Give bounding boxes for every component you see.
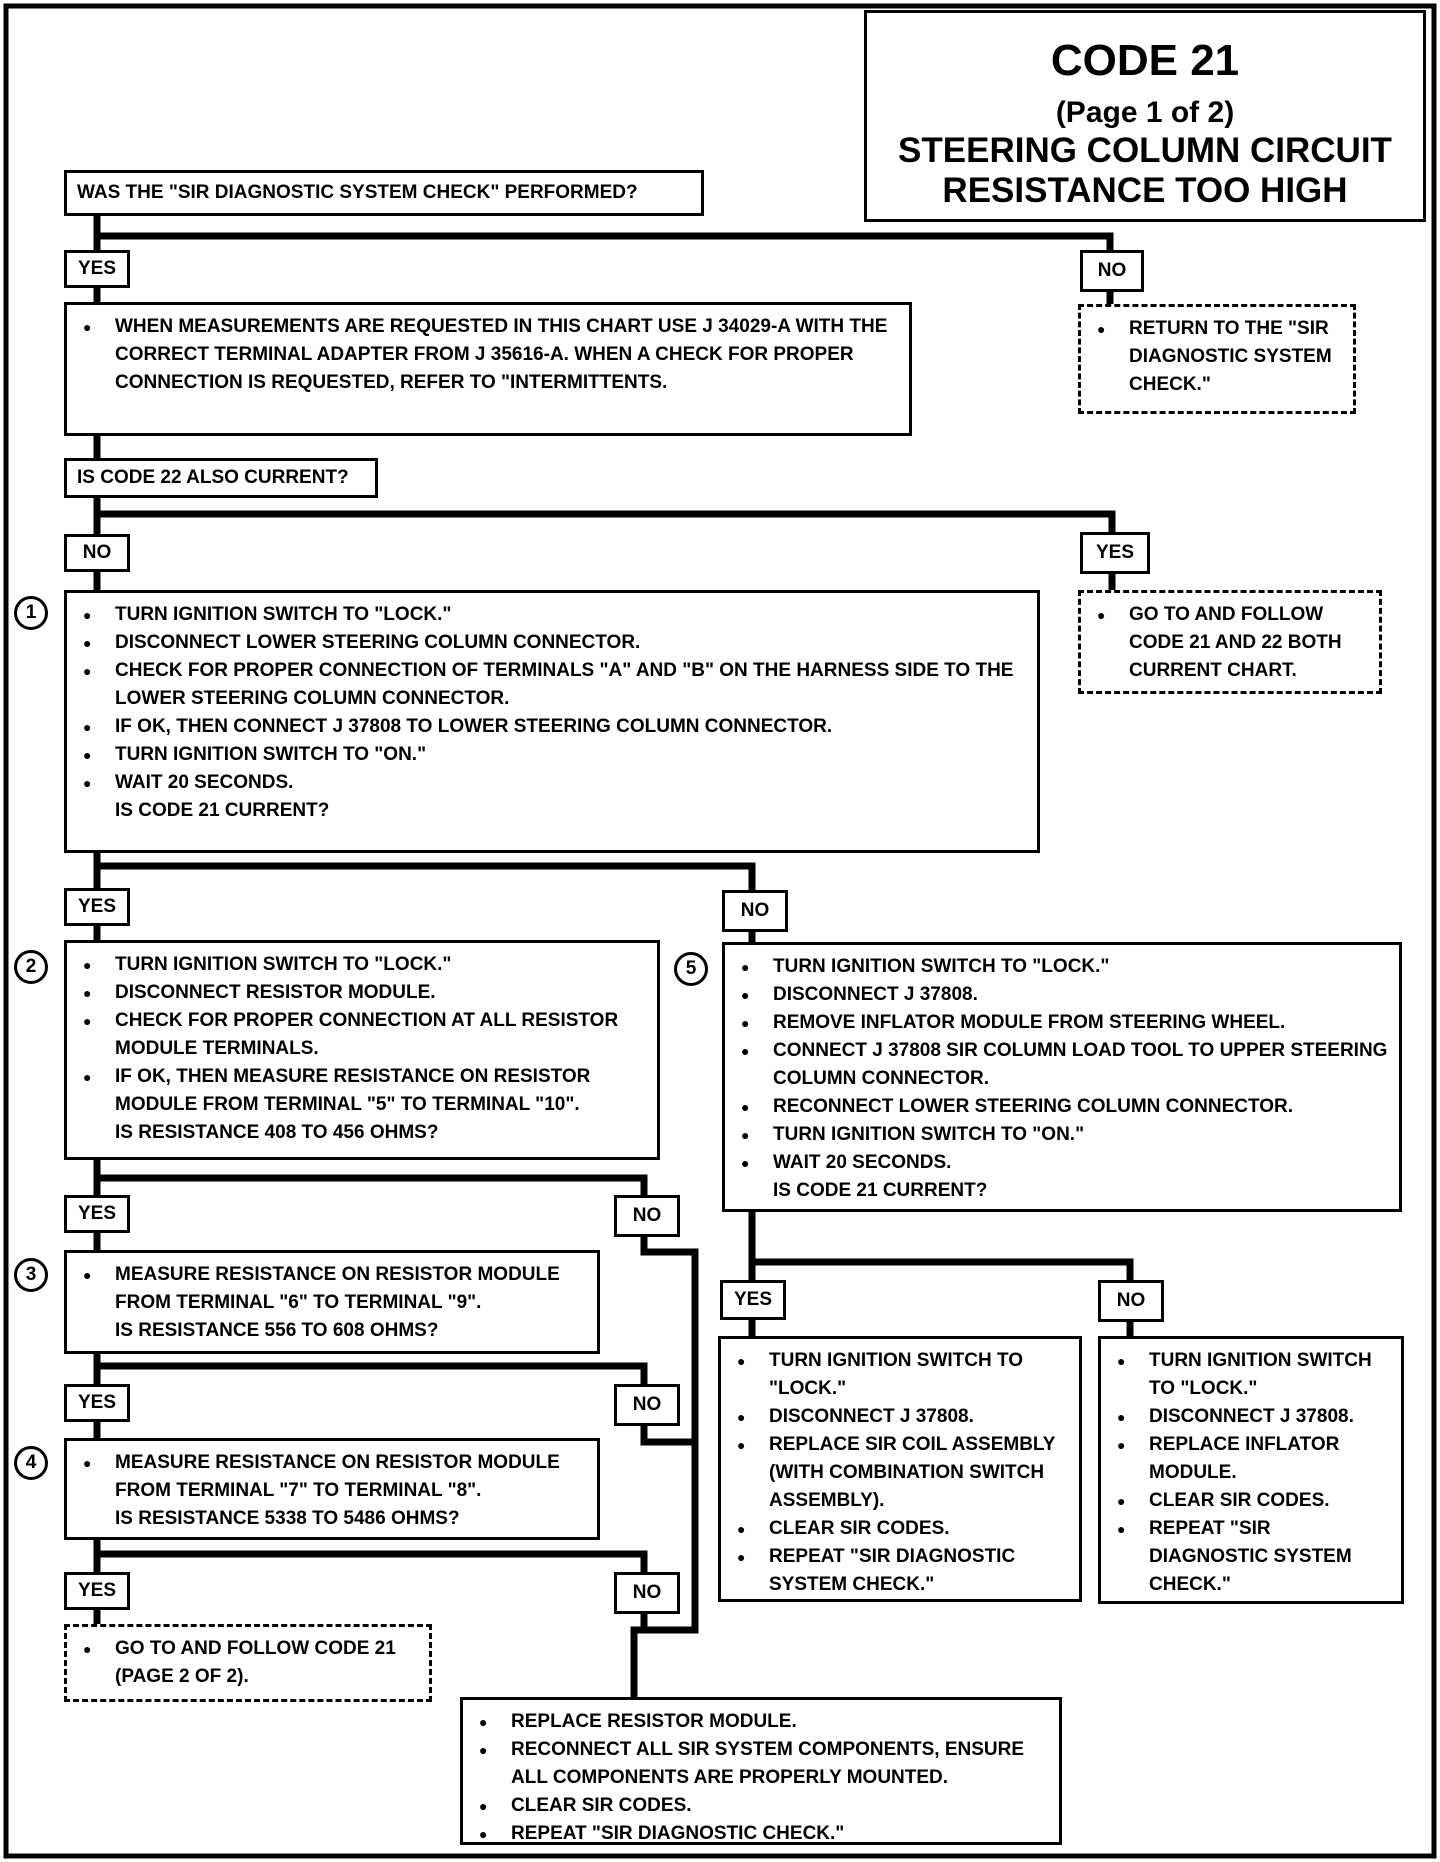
step-2-box <box>64 940 660 1160</box>
measurement-instructions <box>64 302 912 436</box>
step-4-yes-label: YES <box>64 1572 130 1610</box>
replace-inflator-list <box>1111 1347 1391 1599</box>
replace-resistor-box <box>460 1697 1062 1845</box>
step-5-item: ● REMOVE INFLATOR MODULE FROM STEERING WHEEL. <box>735 1009 1389 1037</box>
replace-coil-item: ● TURN IGNITION SWITCH TO "LOCK." <box>731 1347 1069 1403</box>
page-title: CODE 21 <box>1050 36 1240 85</box>
step-2-question: IS RESISTANCE 408 TO 456 OHMS? <box>115 1122 439 1143</box>
q1-no-label: NO <box>1080 250 1144 292</box>
step-3-list <box>77 1261 587 1317</box>
step-4-question: IS RESISTANCE 5338 TO 5486 OHMS? <box>115 1508 460 1529</box>
question-text: WAS THE "SIR DIAGNOSTIC SYSTEM CHECK" PERFORMED? <box>77 182 638 203</box>
step-2-item: ● DISCONNECT RESISTOR MODULE. <box>77 979 647 1007</box>
step-1-marker: 1 <box>14 596 48 630</box>
replace-coil-box <box>718 1336 1082 1602</box>
step-1-no-label: NO <box>722 890 788 932</box>
step-4-item: ● MEASURE RESISTANCE ON RESISTOR MODULE FROM TERMINAL "7" TO TERMINAL "8". <box>77 1449 587 1505</box>
replace-coil-item: ● CLEAR SIR CODES. <box>731 1515 1069 1543</box>
goto-both-current-box <box>1078 590 1382 694</box>
q1-yes-label: YES <box>64 250 130 288</box>
page-subtitle: (Page 1 of 2) <box>1055 96 1235 129</box>
replace-coil-list <box>731 1347 1069 1599</box>
step-1-yes-label: YES <box>64 888 130 926</box>
question-sir-check-performed <box>64 170 704 216</box>
step-5-no-label: NO <box>1098 1280 1164 1322</box>
step-5-item: ● DISCONNECT J 37808. <box>735 981 1389 1009</box>
step-5-item: ● CONNECT J 37808 SIR COLUMN LOAD TOOL TO UPPER STEERING COLUMN CONNECTOR. <box>735 1037 1389 1093</box>
step-5-box <box>722 942 1402 1212</box>
replace-resistor-item: ● REPEAT "SIR DIAGNOSTIC CHECK." <box>473 1820 1049 1848</box>
step-1-item: ● WAIT 20 SECONDS. <box>77 769 1027 797</box>
step-4-no-label: NO <box>614 1572 680 1614</box>
question-text: IS CODE 22 ALSO CURRENT? <box>77 467 349 488</box>
step-2-no-label: NO <box>614 1195 680 1237</box>
step-3-box <box>64 1250 600 1354</box>
step-1-item: ● IF OK, THEN CONNECT J 37808 TO LOWER STEERING COLUMN CONNECTOR. <box>77 713 1027 741</box>
replace-inflator-item: ● DISCONNECT J 37808. <box>1111 1403 1391 1431</box>
step-3-marker: 3 <box>14 1258 48 1292</box>
question-code-22-current <box>64 458 378 498</box>
step-3-item: ● MEASURE RESISTANCE ON RESISTOR MODULE FROM TERMINAL "6" TO TERMINAL "9". <box>77 1261 587 1317</box>
step-1-box <box>64 590 1040 853</box>
instruction-list <box>77 313 899 397</box>
step-5-list <box>735 953 1389 1177</box>
replace-inflator-item: ● REPLACE INFLATOR MODULE. <box>1111 1431 1391 1487</box>
replace-coil-item: ● DISCONNECT J 37808. <box>731 1403 1069 1431</box>
step-1-question: IS CODE 21 CURRENT? <box>115 800 330 821</box>
step-3-question: IS RESISTANCE 556 TO 608 OHMS? <box>115 1320 439 1341</box>
instruction-item: ● WHEN MEASUREMENTS ARE REQUESTED IN THIS CHART USE J 34029-A WITH THE CORRECT TERMINAL ADAPTER FROM J 35616-A. WHEN A CHECK FOR PROPER CONNECTION IS REQUESTED, REFER TO "INTERMITTENTS. <box>77 313 899 397</box>
step-3-yes-label: YES <box>64 1384 130 1422</box>
replace-coil-item: ● REPEAT "SIR DIAGNOSTIC SYSTEM CHECK." <box>731 1543 1069 1599</box>
replace-resistor-item: ● RECONNECT ALL SIR SYSTEM COMPONENTS, ENSURE ALL COMPONENTS ARE PROPERLY MOUNTED. <box>473 1736 1049 1792</box>
step-1-item: ● DISCONNECT LOWER STEERING COLUMN CONNECTOR. <box>77 629 1027 657</box>
step-5-item: ● WAIT 20 SECONDS. <box>735 1149 1389 1177</box>
heading-line-2: RESISTANCE TOO HIGH <box>942 171 1348 210</box>
step-1-item: ● TURN IGNITION SWITCH TO "LOCK." <box>77 601 1027 629</box>
return-list <box>1091 315 1343 399</box>
q2-no-label: NO <box>64 534 130 572</box>
step-2-item: ● TURN IGNITION SWITCH TO "LOCK." <box>77 951 647 979</box>
step-1-item: ● TURN IGNITION SWITCH TO "ON." <box>77 741 1027 769</box>
replace-resistor-item: ● CLEAR SIR CODES. <box>473 1792 1049 1820</box>
step-2-list <box>77 951 647 1119</box>
step-1-item: ● CHECK FOR PROPER CONNECTION OF TERMINALS "A" AND "B" ON THE HARNESS SIDE TO THE LOWER STEERING COLUMN CONNECTOR. <box>77 657 1027 713</box>
goto-page-2-box <box>64 1624 432 1702</box>
step-5-yes-label: YES <box>720 1280 786 1320</box>
step-4-marker: 4 <box>14 1446 48 1480</box>
replace-coil-item: ● REPLACE SIR COIL ASSEMBLY (WITH COMBINATION SWITCH ASSEMBLY). <box>731 1431 1069 1515</box>
step-2-item: ● CHECK FOR PROPER CONNECTION AT ALL RESISTOR MODULE TERMINALS. <box>77 1007 647 1063</box>
q2-yes-label: YES <box>1080 532 1150 574</box>
step-5-item: ● TURN IGNITION SWITCH TO "LOCK." <box>735 953 1389 981</box>
heading-line-1: STEERING COLUMN CIRCUIT <box>898 131 1392 170</box>
replace-inflator-item: ● TURN IGNITION SWITCH TO "LOCK." <box>1111 1347 1391 1403</box>
step-3-no-label: NO <box>614 1384 680 1426</box>
step-5-question: IS CODE 21 CURRENT? <box>773 1180 988 1201</box>
replace-resistor-list <box>473 1708 1049 1848</box>
step-5-item: ● TURN IGNITION SWITCH TO "ON." <box>735 1121 1389 1149</box>
replace-inflator-box <box>1098 1336 1404 1604</box>
replace-inflator-item: ● CLEAR SIR CODES. <box>1111 1487 1391 1515</box>
goto-page-2-item: ● GO TO AND FOLLOW CODE 21 (PAGE 2 OF 2). <box>77 1635 419 1691</box>
goto-both-list <box>1091 601 1369 685</box>
step-2-marker: 2 <box>14 950 48 984</box>
return-item: ● RETURN TO THE "SIR DIAGNOSTIC SYSTEM CHECK." <box>1091 315 1343 399</box>
step-5-marker: 5 <box>674 952 708 986</box>
step-4-list <box>77 1449 587 1505</box>
goto-page-2-list <box>77 1635 419 1691</box>
return-to-check-box <box>1078 304 1356 414</box>
replace-inflator-item: ● REPEAT "SIR DIAGNOSTIC SYSTEM CHECK." <box>1111 1515 1391 1599</box>
replace-resistor-item: ● REPLACE RESISTOR MODULE. <box>473 1708 1049 1736</box>
step-4-box <box>64 1438 600 1540</box>
step-2-yes-label: YES <box>64 1195 130 1233</box>
step-5-item: ● RECONNECT LOWER STEERING COLUMN CONNECTOR. <box>735 1093 1389 1121</box>
title-block <box>864 10 1426 222</box>
step-1-list <box>77 601 1027 797</box>
chart-heading <box>867 131 1423 211</box>
goto-both-item: ● GO TO AND FOLLOW CODE 21 AND 22 BOTH CURRENT CHART. <box>1091 601 1369 685</box>
step-2-item: ● IF OK, THEN MEASURE RESISTANCE ON RESISTOR MODULE FROM TERMINAL "5" TO TERMINAL "10". <box>77 1063 647 1119</box>
